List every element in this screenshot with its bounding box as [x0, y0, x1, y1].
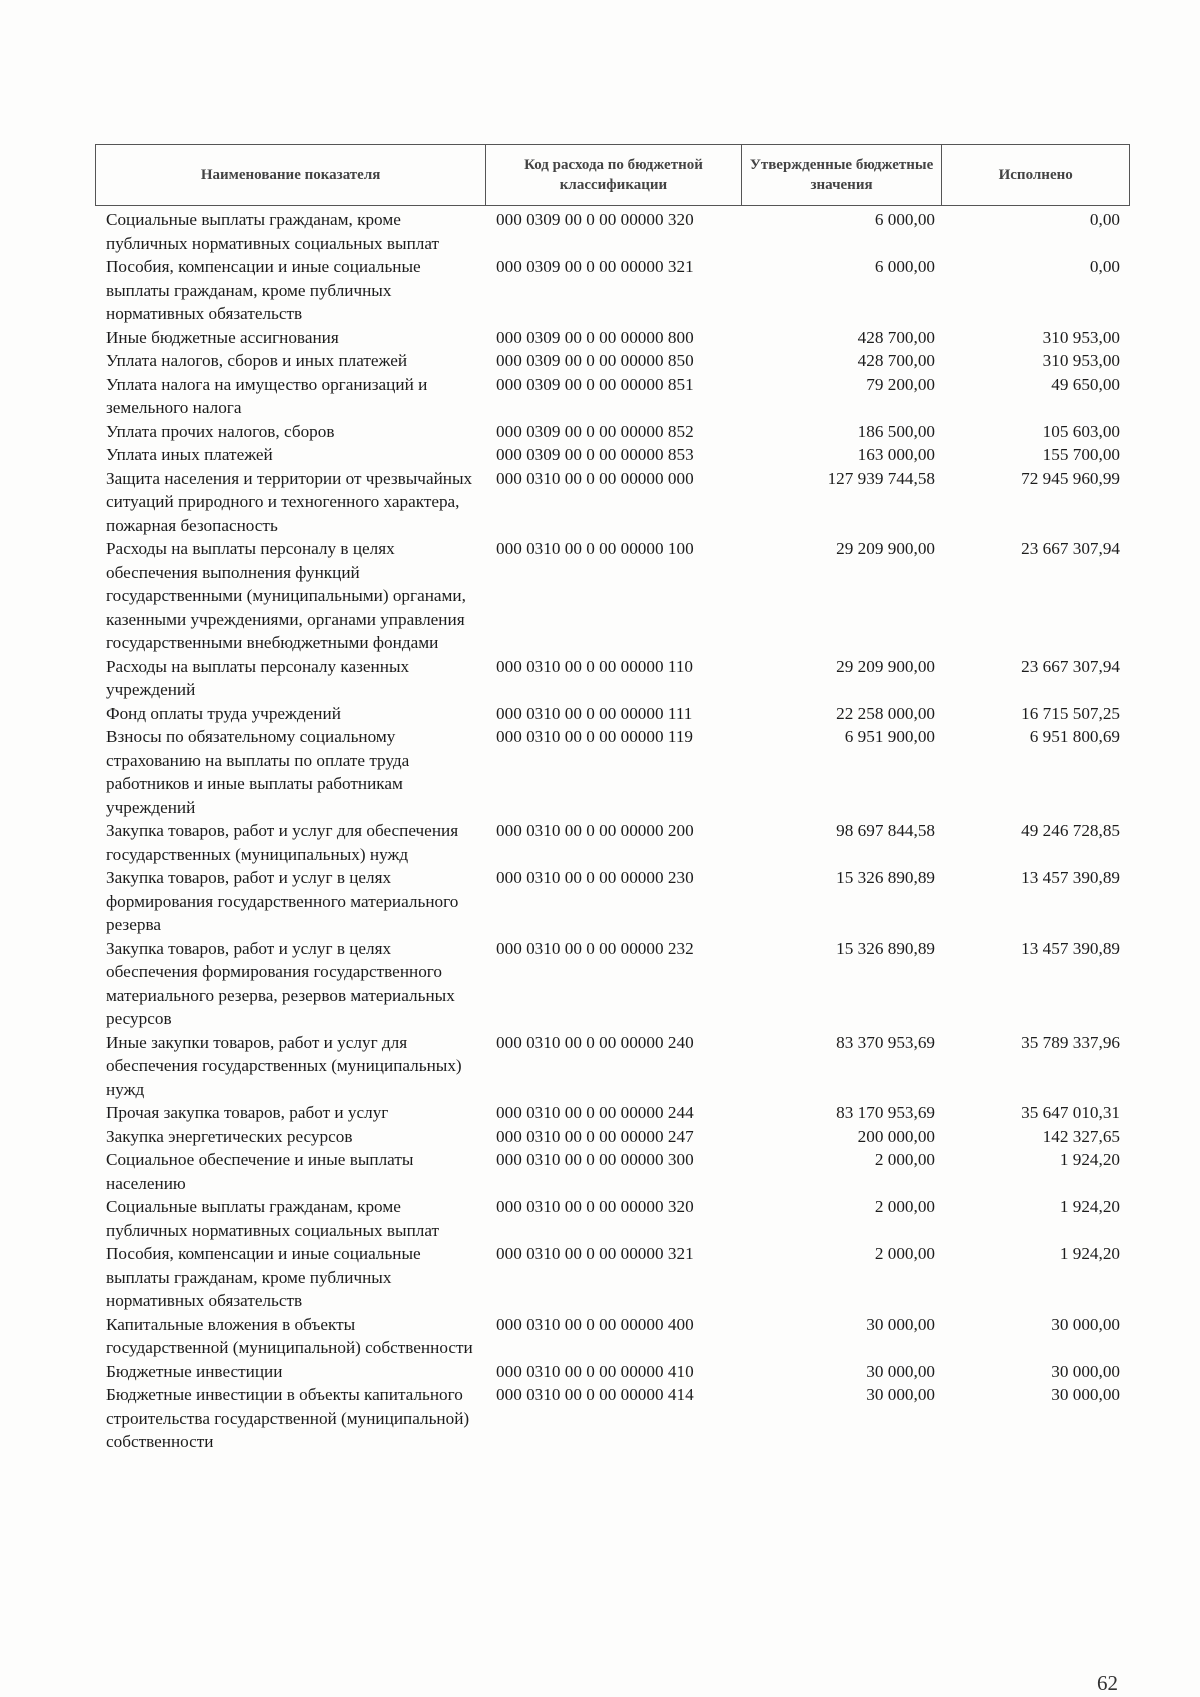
- cell-name: Социальные выплаты гражданам, кроме публичных нормативных социальных выплат: [106, 210, 440, 253]
- cell-name: Закупка товаров, работ и услуг в целях формирования государственного материального резерва: [106, 868, 459, 934]
- cell-executed: 1 924,20: [1059, 1244, 1120, 1263]
- cell-code: 000 0310 00 0 00 00000 110: [496, 656, 694, 676]
- cell-code: 000 0310 00 0 00 00000 230: [496, 868, 694, 887]
- cell-name: Фонд оплаты труда учреждений: [106, 703, 341, 723]
- cell-code: 000 0309 00 0 00 00000 850: [496, 351, 694, 370]
- cell-code: 000 0310 00 0 00 00000 119: [496, 727, 694, 746]
- cell-code: 000 0309 00 0 00 00000 851: [496, 374, 694, 394]
- cell-approved: 83 370 953,69: [836, 1032, 935, 1052]
- cell-approved: 29 209 900,00: [836, 539, 935, 558]
- cell-executed: 0,00: [1089, 257, 1120, 276]
- cell-approved: 79 200,00: [866, 374, 935, 394]
- table-row: [95, 1195, 1130, 1242]
- cell-code: 000 0310 00 0 00 00000 321: [496, 1244, 694, 1263]
- cell-approved: 186 500,00: [857, 421, 935, 441]
- cell-executed: 16 715 507,25: [1021, 703, 1120, 723]
- cell-executed: 30 000,00: [1051, 1385, 1120, 1404]
- cell-approved: 2 000,00: [874, 1244, 935, 1263]
- cell-approved: 15 326 890,89: [836, 938, 935, 958]
- cell-executed: 13 457 390,89: [1021, 868, 1120, 887]
- cell-code: 000 0310 00 0 00 00000 111: [496, 703, 693, 723]
- cell-executed: 0,00: [1089, 210, 1120, 229]
- cell-code: 000 0310 00 0 00 00000 320: [496, 1197, 694, 1216]
- cell-code: 000 0310 00 0 00 00000 244: [496, 1103, 694, 1122]
- table-row: [95, 373, 1130, 420]
- table-row: [95, 349, 1130, 373]
- table-row: [95, 420, 1130, 444]
- cell-name: Закупка товаров, работ и услуг для обеспечения государственных (муниципальных) нужд: [106, 821, 459, 864]
- cell-approved: 30 000,00: [866, 1361, 935, 1381]
- cell-code: 000 0310 00 0 00 00000 240: [496, 1032, 694, 1052]
- cell-name: Уплата иных платежей: [106, 445, 273, 464]
- cell-executed: 23 667 307,94: [1021, 656, 1120, 676]
- cell-name: Уплата налога на имущество организаций и земельного налога: [106, 374, 428, 417]
- cell-approved: 98 697 844,58: [836, 821, 935, 840]
- table-header: [95, 144, 1130, 206]
- table-row: [95, 1383, 1130, 1454]
- cell-code: 000 0309 00 0 00 00000 320: [496, 210, 694, 229]
- table-body: [95, 208, 1130, 1454]
- cell-name: Взносы по обязательному социальному страхованию на выплаты по оплате труда работников и иные выплаты работникам учреждений: [106, 727, 410, 817]
- cell-approved: 2 000,00: [874, 1197, 935, 1216]
- cell-approved: 83 170 953,69: [836, 1103, 935, 1122]
- cell-executed: 23 667 307,94: [1021, 539, 1120, 558]
- cell-code: 000 0309 00 0 00 00000 800: [496, 327, 694, 347]
- cell-executed: 155 700,00: [1042, 445, 1120, 464]
- cell-code: 000 0310 00 0 00 00000 232: [496, 938, 694, 958]
- table-row: [95, 937, 1130, 1031]
- cell-name: Социальные выплаты гражданам, кроме публичных нормативных социальных выплат: [106, 1197, 440, 1240]
- cell-executed: 35 789 337,96: [1021, 1032, 1120, 1052]
- cell-name: Уплата налогов, сборов и иных платежей: [106, 351, 408, 370]
- cell-name: Бюджетные инвестиции: [106, 1361, 283, 1381]
- table-row: [95, 1101, 1130, 1125]
- header-executed: Исполнено: [998, 167, 1073, 183]
- cell-executed: 49 246 728,85: [1021, 821, 1120, 840]
- cell-name: Пособия, компенсации и иные социальные выплаты гражданам, кроме публичных нормативных обязательств: [106, 257, 421, 323]
- table-row: [95, 326, 1130, 350]
- cell-code: 000 0310 00 0 00 00000 410: [496, 1361, 694, 1381]
- cell-name: Расходы на выплаты персоналу в целях обеспечения выполнения функций государственными (муниципальными) органами, казенными учреждениями, органами управления государственными внебюджетными фондами: [106, 539, 466, 652]
- cell-code: 000 0310 00 0 00 00000 300: [496, 1150, 694, 1169]
- cell-approved: 29 209 900,00: [836, 656, 935, 676]
- table-row: [95, 443, 1130, 467]
- table-row: [95, 255, 1130, 326]
- cell-code: 000 0310 00 0 00 00000 200: [496, 821, 694, 840]
- table-row: [95, 1242, 1130, 1313]
- header-approved: Утвержденные бюджетные значения: [742, 145, 943, 205]
- table-row: [95, 1148, 1130, 1195]
- cell-approved: 30 000,00: [866, 1385, 935, 1404]
- cell-code: 000 0309 00 0 00 00000 321: [496, 257, 694, 276]
- table-row: [95, 725, 1130, 819]
- cell-approved: 22 258 000,00: [836, 703, 935, 723]
- cell-name: Пособия, компенсации и иные социальные выплаты гражданам, кроме публичных нормативных обязательств: [106, 1244, 421, 1310]
- table-row: [95, 866, 1130, 937]
- cell-code: 000 0310 00 0 00 00000 414: [496, 1385, 694, 1404]
- cell-approved: 428 700,00: [857, 327, 935, 347]
- budget-table: [95, 144, 1130, 1454]
- cell-executed: 13 457 390,89: [1021, 938, 1120, 958]
- cell-executed: 6 951 800,69: [1029, 727, 1120, 746]
- table-row: [95, 1313, 1130, 1360]
- table-row: [95, 702, 1130, 726]
- cell-code: 000 0310 00 0 00 00000 400: [496, 1314, 694, 1334]
- table-row: [95, 1125, 1130, 1149]
- table-row: [95, 467, 1130, 538]
- cell-approved: 30 000,00: [866, 1314, 935, 1334]
- cell-approved: 6 951 900,00: [844, 727, 935, 746]
- cell-code: 000 0310 00 0 00 00000 100: [496, 539, 694, 558]
- cell-approved: 200 000,00: [857, 1126, 935, 1146]
- cell-code: 000 0310 00 0 00 00000 000: [496, 468, 694, 488]
- cell-name: Закупка энергетических ресурсов: [106, 1126, 353, 1146]
- cell-approved: 428 700,00: [857, 351, 935, 370]
- cell-approved: 2 000,00: [874, 1150, 935, 1169]
- cell-executed: 35 647 010,31: [1021, 1103, 1120, 1122]
- cell-executed: 310 953,00: [1042, 351, 1120, 370]
- cell-name: Закупка товаров, работ и услуг в целях обеспечения формирования государственного материального резерва, резервов материальных ресурсов: [106, 938, 455, 1028]
- cell-code: 000 0309 00 0 00 00000 852: [496, 421, 694, 441]
- table-row: [95, 1360, 1130, 1384]
- cell-executed: 49 650,00: [1051, 374, 1120, 394]
- cell-executed: 105 603,00: [1042, 421, 1120, 441]
- header-code: Код расхода по бюджетной классификации: [486, 145, 742, 205]
- cell-name: Иные закупки товаров, работ и услуг для обеспечения государственных (муниципальных) нужд: [106, 1032, 462, 1099]
- cell-approved: 163 000,00: [857, 445, 935, 464]
- table-row: [95, 1031, 1130, 1102]
- cell-name: Защита населения и территории от чрезвычайных ситуаций природного и техногенного характера, пожарная безопасность: [106, 468, 473, 535]
- cell-name: Прочая закупка товаров, работ и услуг: [106, 1103, 389, 1122]
- table-row: [95, 655, 1130, 702]
- cell-executed: 142 327,65: [1042, 1126, 1120, 1146]
- table-row: [95, 819, 1130, 866]
- cell-executed: 30 000,00: [1051, 1361, 1120, 1381]
- cell-approved: 15 326 890,89: [836, 868, 935, 887]
- cell-executed: 1 924,20: [1059, 1150, 1120, 1169]
- page-number: 62: [1097, 1671, 1118, 1695]
- cell-executed: 30 000,00: [1051, 1314, 1120, 1334]
- cell-executed: 1 924,20: [1059, 1197, 1120, 1216]
- cell-code: 000 0310 00 0 00 00000 247: [496, 1126, 694, 1146]
- cell-name: Капитальные вложения в объекты государственной (муниципальной) собственности: [106, 1314, 473, 1357]
- cell-approved: 6 000,00: [874, 210, 935, 229]
- cell-name: Бюджетные инвестиции в объекты капитального строительства государственной (муниципальной) собственности: [106, 1385, 470, 1451]
- table-row: [95, 537, 1130, 655]
- cell-executed: 72 945 960,99: [1021, 468, 1120, 488]
- header-name: Наименование показателя: [96, 145, 486, 205]
- cell-approved: 127 939 744,58: [827, 468, 935, 488]
- table-row: [95, 208, 1130, 255]
- cell-name: Социальное обеспечение и иные выплаты населению: [106, 1150, 414, 1193]
- cell-name: Расходы на выплаты персоналу казенных учреждений: [106, 656, 410, 699]
- cell-approved: 6 000,00: [874, 257, 935, 276]
- cell-name: Иные бюджетные ассигнования: [106, 327, 339, 347]
- cell-name: Уплата прочих налогов, сборов: [106, 421, 335, 441]
- cell-code: 000 0309 00 0 00 00000 853: [496, 445, 694, 464]
- cell-executed: 310 953,00: [1042, 327, 1120, 347]
